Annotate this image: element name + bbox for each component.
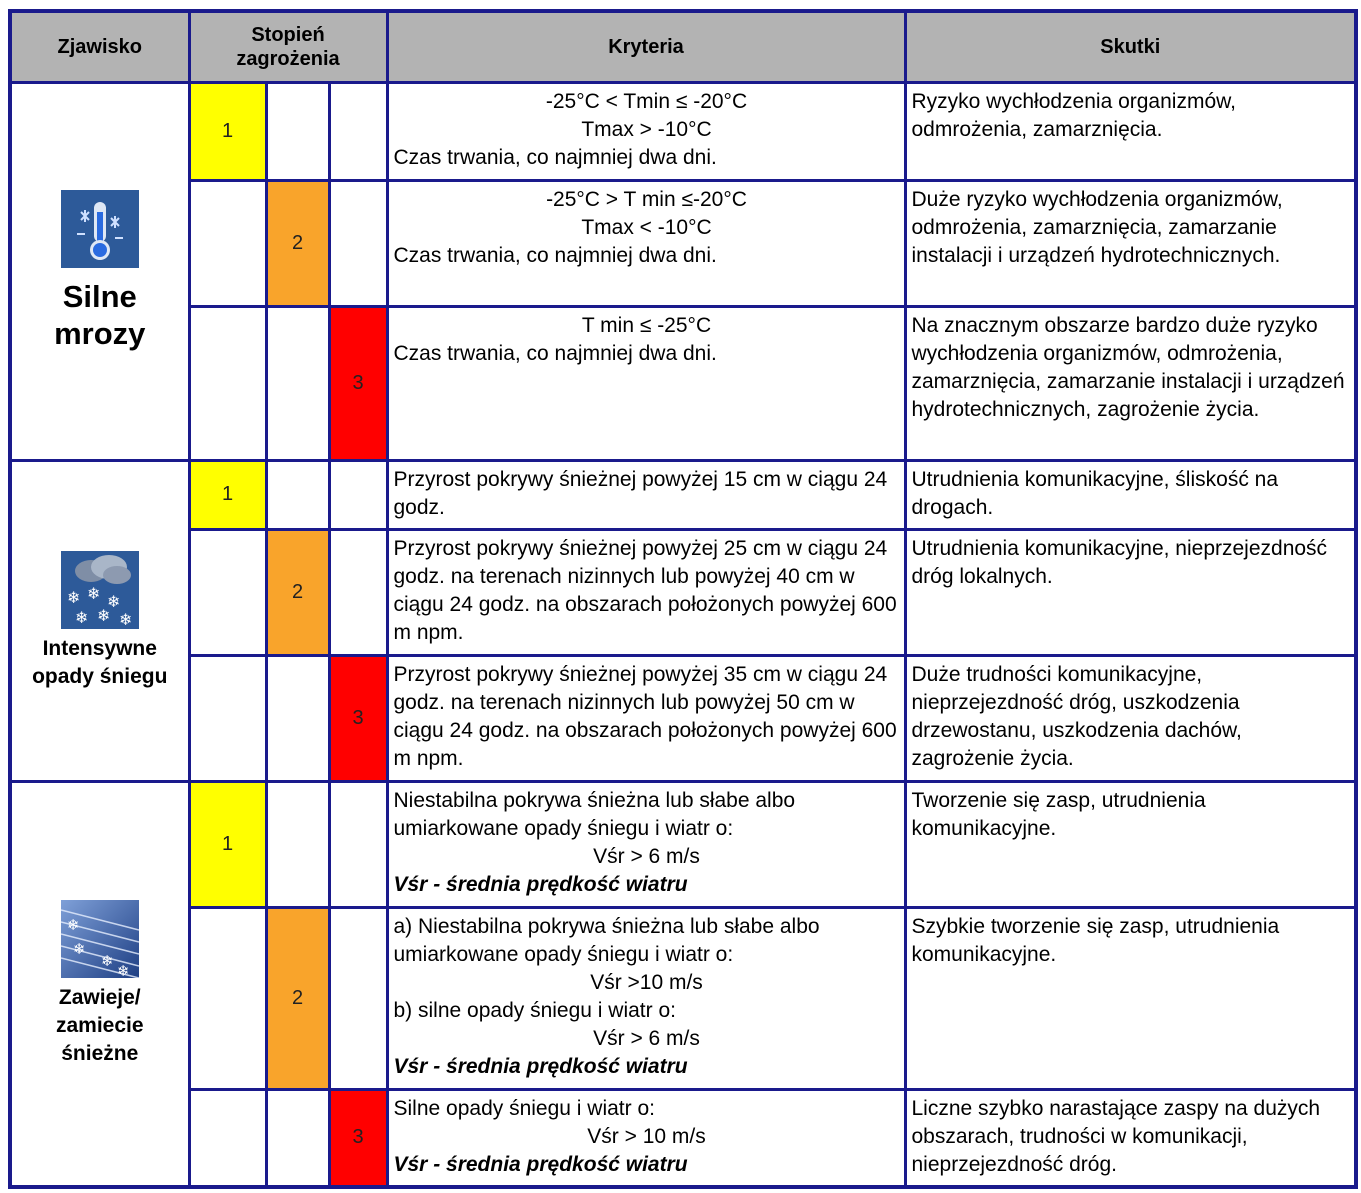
level-2-cell: 2 bbox=[266, 180, 329, 306]
criteria-cell: Przyrost pokrywy śnieżnej powyżej 35 cm w ciągu 24 godz. na terenach nizinnych lub powyżej 50 cm w ciągu 24 godz. na obszarach położonych powyżej 600 m npm. bbox=[387, 655, 905, 781]
phenomenon-title-line2: opady śniegu bbox=[32, 664, 168, 688]
empty-level-cell bbox=[329, 180, 387, 306]
svg-text:❄: ❄ bbox=[96, 605, 111, 625]
empty-level-cell bbox=[329, 781, 387, 907]
empty-level-cell bbox=[329, 460, 387, 529]
thermometer-frost-icon bbox=[61, 190, 139, 268]
empty-level-cell bbox=[189, 1089, 266, 1187]
phenomenon-blizzard bbox=[10, 781, 189, 1187]
empty-level-cell bbox=[329, 83, 387, 181]
level-3-cell: 3 bbox=[329, 655, 387, 781]
criteria-line: T min ≤ -25°C bbox=[581, 313, 712, 337]
effects-cell: Na znacznym obszarze bardzo duże ryzyko wychłodzenia organizmów, odmrożenia, zamarznięcia, zamarzanie instalacji i urządzeń hydrotechnicznych, zagrożenie życia. bbox=[905, 306, 1356, 460]
empty-level-cell bbox=[266, 306, 329, 460]
level-3-cell: 3 bbox=[329, 306, 387, 460]
level-2-cell: 2 bbox=[266, 907, 329, 1089]
header-row bbox=[10, 11, 1356, 83]
header-criteria: Kryteria bbox=[387, 11, 905, 83]
svg-text:❄: ❄ bbox=[118, 609, 133, 629]
svg-text:❄: ❄ bbox=[66, 587, 81, 607]
criteria-line: Czas trwania, co najmniej dwa dni. bbox=[393, 341, 717, 365]
table-row bbox=[10, 530, 1356, 656]
svg-text:❄: ❄ bbox=[72, 939, 86, 958]
phenomenon-title-line1: Silne bbox=[62, 279, 137, 315]
level-1-cell: 1 bbox=[189, 781, 266, 907]
header-phenomenon: Zjawisko bbox=[10, 11, 189, 83]
empty-level-cell bbox=[266, 83, 329, 181]
criteria-line: -25°C > T min ≤-20°C bbox=[546, 187, 747, 211]
blizzard-icon bbox=[61, 900, 139, 978]
table-row bbox=[10, 460, 1356, 529]
criteria-cell: Przyrost pokrywy śnieżnej powyżej 25 cm w ciągu 24 godz. na terenach nizinnych lub powyżej 40 cm w ciągu 24 godz. na obszarach położonych powyżej 600 m npm. bbox=[387, 530, 905, 656]
empty-level-cell bbox=[329, 907, 387, 1089]
phenomenon-title-line2: zamiecie bbox=[55, 1013, 144, 1037]
empty-level-cell bbox=[189, 907, 266, 1089]
svg-text:❄: ❄ bbox=[74, 607, 89, 627]
criteria-note: Vśr - średnia prędkość wiatru bbox=[393, 872, 688, 896]
effects-cell: Utrudnienia komunikacyjne, śliskość na drogach. bbox=[905, 460, 1356, 529]
phenomenon-frost-title bbox=[12, 278, 188, 352]
criteria-line: Tmax > -10°C bbox=[581, 118, 712, 141]
phenomenon-title-line3: śnieżne bbox=[61, 1041, 139, 1065]
criteria-cell bbox=[387, 781, 905, 907]
level-2-cell: 2 bbox=[266, 530, 329, 656]
criteria-cell bbox=[387, 306, 905, 460]
empty-level-cell bbox=[189, 306, 266, 460]
header-effects: Skutki bbox=[905, 11, 1356, 83]
phenomenon-blizzard-title bbox=[12, 984, 188, 1068]
empty-level-cell bbox=[266, 460, 329, 529]
effects-cell: Ryzyko wychłodzenia organizmów, odmrożenia, zamarznięcia. bbox=[905, 83, 1356, 181]
header-degree-line2: zagrożenia bbox=[236, 48, 340, 70]
effects-cell: Liczne szybko narastające zaspy na dużych obszarach, trudności w komunikacji, nieprzejezdność dróg. bbox=[905, 1089, 1356, 1187]
criteria-line: Silne opady śniegu i wiatr o: bbox=[393, 1096, 655, 1120]
effects-cell: Utrudnienia komunikacyjne, nieprzejezdność dróg lokalnych. bbox=[905, 530, 1356, 656]
level-3-cell: 3 bbox=[329, 1089, 387, 1187]
criteria-cell bbox=[387, 180, 905, 306]
phenomenon-snowfall-title bbox=[12, 635, 188, 691]
effects-cell: Szybkie tworzenie się zasp, utrudnienia komunikacyjne. bbox=[905, 907, 1356, 1089]
table-row bbox=[10, 655, 1356, 781]
table-row bbox=[10, 781, 1356, 907]
empty-level-cell bbox=[189, 180, 266, 306]
svg-text:❄: ❄ bbox=[106, 591, 121, 611]
criteria-line: b) silne opady śniegu i wiatr o: bbox=[393, 998, 676, 1022]
criteria-cell bbox=[387, 907, 905, 1089]
level-1-cell: 1 bbox=[189, 83, 266, 181]
effects-cell: Duże trudności komunikacyjne, nieprzejezdność dróg, uszkodzenia drzewostanu, uszkodzenia dachów, zagrożenie życia. bbox=[905, 655, 1356, 781]
effects-cell: Duże ryzyko wychłodzenia organizmów, odmrożenia, zamarznięcia, zamarzanie instalacji i urządzeń hydrotechnicznych. bbox=[905, 180, 1356, 306]
empty-level-cell bbox=[329, 530, 387, 656]
empty-level-cell bbox=[189, 655, 266, 781]
table-row bbox=[10, 907, 1356, 1089]
criteria-cell bbox=[387, 1089, 905, 1187]
table-row bbox=[10, 83, 1356, 181]
phenomenon-title-line2: mrozy bbox=[54, 316, 146, 352]
criteria-line: Vśr >10 m/s bbox=[590, 970, 703, 994]
table-row bbox=[10, 306, 1356, 460]
header-degree bbox=[189, 11, 387, 83]
empty-level-cell bbox=[266, 781, 329, 907]
criteria-line: Niestabilna pokrywa śnieżna lub słabe albo umiarkowane opady śniegu i wiatr o: bbox=[393, 788, 796, 840]
svg-text:❄: ❄ bbox=[66, 915, 80, 934]
svg-text:❄: ❄ bbox=[100, 951, 114, 970]
criteria-line: Vśr > 6 m/s bbox=[593, 1026, 700, 1050]
warning-criteria-table bbox=[8, 9, 1358, 1189]
criteria-line: -25°C < Tmin ≤ -20°C bbox=[545, 90, 748, 113]
empty-level-cell bbox=[266, 655, 329, 781]
criteria-cell: Przyrost pokrywy śnieżnej powyżej 15 cm w ciągu 24 godz. bbox=[387, 460, 905, 529]
criteria-cell bbox=[387, 83, 905, 181]
criteria-line: Czas trwania, co najmniej dwa dni. bbox=[393, 243, 717, 267]
snowfall-cloud-icon bbox=[61, 551, 139, 629]
criteria-line: Vśr > 6 m/s bbox=[593, 844, 700, 868]
header-degree-line1: Stopień bbox=[251, 24, 325, 46]
criteria-line: Czas trwania, co najmniej dwa dni. bbox=[393, 146, 717, 169]
effects-cell: Tworzenie się zasp, utrudnienia komunikacyjne. bbox=[905, 781, 1356, 907]
criteria-line: Vśr > 10 m/s bbox=[587, 1124, 706, 1148]
table-row bbox=[10, 1089, 1356, 1187]
table-row bbox=[10, 180, 1356, 306]
empty-level-cell bbox=[266, 1089, 329, 1187]
phenomenon-frost bbox=[10, 83, 189, 461]
criteria-line: Tmax < -10°C bbox=[581, 215, 712, 239]
phenomenon-snowfall bbox=[10, 460, 189, 781]
phenomenon-title-line1: Intensywne bbox=[42, 636, 157, 660]
criteria-note: Vśr - średnia prędkość wiatru bbox=[393, 1054, 688, 1078]
criteria-line: a) Niestabilna pokrywa śnieżna lub słabe albo umiarkowane opady śniegu i wiatr o: bbox=[393, 914, 820, 966]
level-1-cell: 1 bbox=[189, 460, 266, 529]
phenomenon-title-line1: Zawieje/ bbox=[58, 985, 141, 1009]
criteria-note: Vśr - średnia prędkość wiatru bbox=[393, 1152, 688, 1176]
empty-level-cell bbox=[189, 530, 266, 656]
svg-text:❄: ❄ bbox=[86, 583, 101, 603]
svg-text:❄: ❄ bbox=[116, 961, 130, 978]
